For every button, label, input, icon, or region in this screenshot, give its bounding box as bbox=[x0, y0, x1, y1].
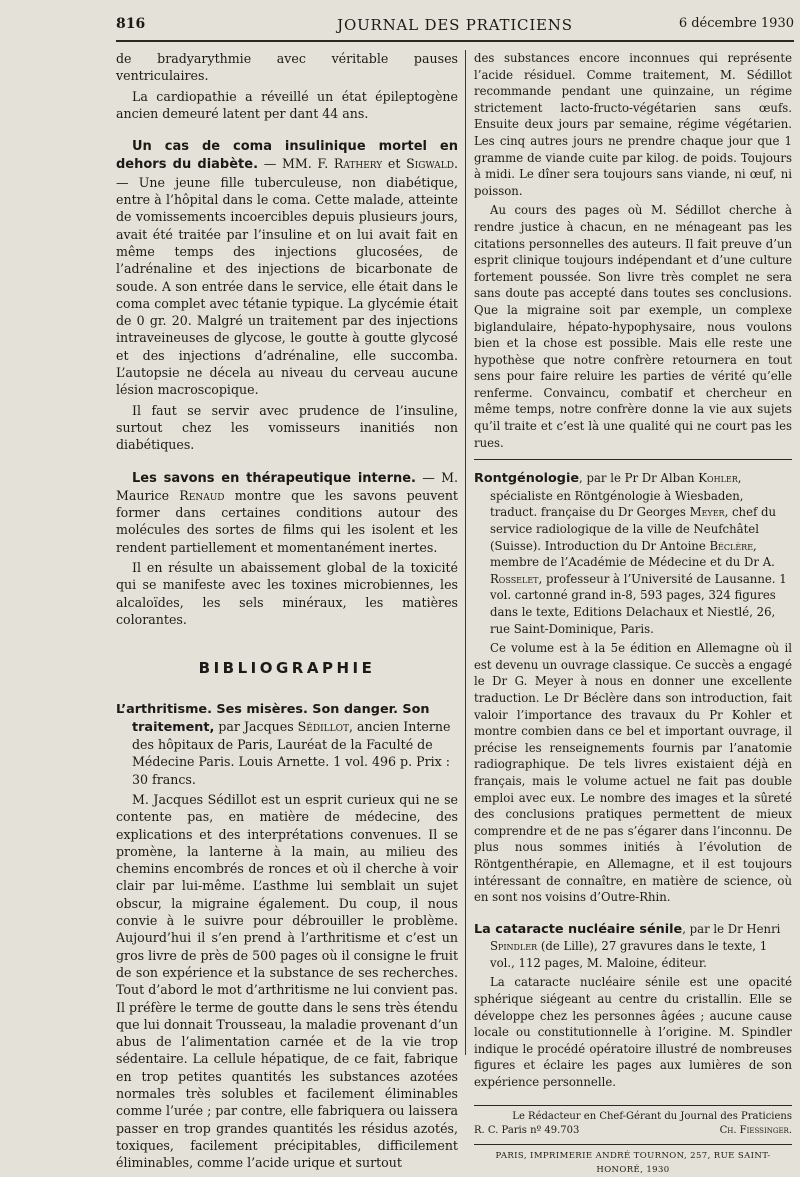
printer-imprint: PARIS, IMPRIMERIE ANDRÉ TOURNON, 257, RUE SAINT-HONORÉ, 1930 bbox=[474, 1144, 792, 1177]
paragraph: La cataracte nucléaire sénile est une opacité sphérique siégeant au centre du cristallin. Elle se développe chez les personnes âgées ; aucune cause locale ou constitutionnelle à l’origine. M. Spindler indique le procédé opératoire illustré de nombreuses figures et éclaire les pages aux lumières de son expérience personnelle. bbox=[474, 975, 792, 1090]
author-name: Sédillot bbox=[297, 718, 349, 734]
author-name: Kohler bbox=[698, 471, 738, 486]
registry-number: R. C. Paris nº 49.703 bbox=[474, 1124, 580, 1136]
author-name: Béclère bbox=[709, 538, 754, 553]
journal-title: JOURNAL DES PRATICIENS bbox=[337, 16, 573, 34]
article-savons: Les savons en thérapeutique interne. — M. Maurice Renaud montre que les savons peuvent former dans certaines conditions autour des molécules des sortes de films qui les isolent et les rendent partiellement et momentanément inertes. bbox=[116, 469, 459, 555]
separator bbox=[474, 459, 792, 460]
paragraph: des substances encore inconnues qui représente l’acide résiduel. Comme traitement, M. Sédillot recommande pendant une quinzaine, un régime strictement lacto-fructo-végétarien sans œufs. Ensuite deux jours par semaine, régime végétarien. Les cinq autres jours ne prendre chaque jour que 1 gramme de viande cuite par kilog. de poids. Toujours à midi. Le dîner sera toujours sans viande, ni œuf, ni poisson. bbox=[474, 51, 792, 198]
book-entry-rontgenologie: Rontgénologie, par le Pr Dr Alban Kohler, spécialiste en Röntgénologie à Wiesbaden, traduct. française du Dr Georges Meyer, chef du service radiologique de la ville de Neufchâtel (Suisse). Introduction du Dr Antoine Béclère, membre de l’Académie de Médecine et du Dr A. Rosselet, professeur à l’Université de Lausanne. 1 vol. cartonné grand in-8, 593 pages, 324 figures dans le texte, Editions Delachaux et Niestlé, 26, rue Saint-Dominique, Paris. bbox=[474, 471, 787, 636]
left-column bbox=[116, 50, 458, 1175]
book-title: Rontgénologie bbox=[474, 471, 580, 487]
author-name: Sigwald bbox=[406, 156, 454, 172]
page-header bbox=[116, 14, 794, 42]
paragraph: La cardiopathie a réveillé un état épileptogène ancien demeuré latent per dant 44 ans. bbox=[116, 88, 458, 121]
book-title: La cataracte nucléaire sénile bbox=[474, 921, 683, 937]
paragraph: Au cours des pages où M. Sédillot cherche à rendre justice à chacun, en ne ménageant pas les citations personnelles des auteurs. Il fait preuve d’un esprit clinique toujours indépendant et d’une culture fortement poussée. Son livre très complet ne sera sans doute pas accepté dans toutes ses conclusions. Que la migraine soit par exemple, un complexe biglandulaire, hépato-hypophysaire, nous voulons bien et la chose est possible. Mais elle reste une hypothèse que notre confrère retournera en tout sens pour faire reluire les parties de vérité qu’elle renferme. Convaincu, combatif et chercheur en même temps, notre confrère donne la vie aux sujets qu’il traite et c’est là une qualité qui ne court pas les rues. bbox=[474, 203, 792, 450]
paragraph: Il faut se servir avec prudence de l’insuline, surtout chez les vomisseurs inanitiés non diabétiques. bbox=[116, 402, 458, 453]
author-name: Meyer bbox=[689, 505, 725, 520]
author-name: Renaud bbox=[179, 487, 225, 503]
author-name: Rosselet bbox=[490, 571, 539, 586]
section-heading-bibliographie: BIBLIOGRAPHIE bbox=[198, 659, 376, 678]
right-column bbox=[474, 50, 792, 1175]
author-name: Spindler bbox=[490, 939, 538, 954]
editor-signature: Ch. Fiessinger. bbox=[719, 1124, 792, 1136]
book-entry-cataracte: La cataracte nucléaire sénile, par le Dr Henri Spindler (de Lille), 27 gravures dans le texte, 1 vol., 112 pages, M. Maloine, éditeur. bbox=[474, 921, 781, 970]
author-name: Rathery bbox=[333, 156, 383, 172]
page-footer bbox=[474, 1105, 792, 1177]
page-number: 816 bbox=[116, 16, 146, 32]
column-divider bbox=[465, 50, 466, 1055]
book-entry-arthritisme: L’arthritisme. Ses misères. Son danger. Son traitement, par Jacques Sédillot, ancien Interne des hôpitaux de Paris, Lauréat de la Faculté de Médecine Paris. Louis Arnette. 1 vol. 496 p. Prix : 30 francs. bbox=[116, 701, 451, 787]
paragraph: Il en résulte un abaissement global de la toxicité qui se manifeste avec les toxines microbiennes, les alcaloïdes, les sels minéraux, les matières colorantes. bbox=[116, 560, 458, 627]
paragraph: Ce volume est à la 5e édition en Allemagne où il est devenu un ouvrage classique. Ce succès a engagé le Dr G. Meyer à nous en donner une excellente traduction. Le Dr Béclère dans son introduction, fait valoir l’importance des travaux du Pr Kohler et montre combien dans ce bel et important ouvrage, il précise les renseignements fournis par l’anatomie radiographique. De tels livres existaient déjà en français, mais le volume actuel ne fait pas double emploi avec eux. Le nombre des images et la sûreté des conclusions pratiques permettent de mieux comprendre et de ne pas s’égarer dans l’inconnu. De plus nous sommes initiés à l’évolution de Röntgenthérapie, en Allemagne, et il est toujours intéressant de connaître, en matière de science, où en sont nos voisins d’Outre-Rhin. bbox=[474, 641, 792, 905]
issue-date: 6 décembre 1930 bbox=[678, 16, 794, 31]
book-title: L’arthritisme. Ses misères. Son danger. Son traitement, bbox=[116, 701, 430, 735]
article-coma: Un cas de coma insulinique mortel en dehors du diabète. — MM. F. Rathery et Sigwald. — Une jeune fille tuberculeuse, non diabétique, entre à l’hôpital dans le coma. Cette malade, atteinte de vomissements incoercibles depuis plusieurs jours, avait été traitée par l’insuline et on lui avait fait en même temps des injections glucosées, de l’adrénaline et des injections de bicarbonate de soude. A son entrée dans le service, elle était dans le coma complet avec tétanie typique. La glycémie était de 0 gr. 20. Malgré un traitement par des injections intraveineuses de glycose, le goutte à goutte glycosé et des injections d’adrénaline, elle succomba. L’autopsie ne décela au niveau du cerveau aucune lésion macroscopique. bbox=[116, 139, 458, 398]
article-title: Les savons en thérapeutique interne. bbox=[132, 470, 416, 486]
article-title: Un cas de coma insulinique mortel en dehors du diabète. bbox=[116, 139, 458, 173]
paragraph: M. Jacques Sédillot est un esprit curieux qui ne se contente pas, en matière de médecine, des explications et des interprétations convenues. Il se promène, la lanterne à la main, au milieu des chemins encombrés de ronces et où il cherche à voir clair par lui-même. L’asthme lui semblait un sujet obscur, la migraine également. Du coup, il nous convie à le suivre pour débrouiller le problème. Aujourd’hui il s’en prend à l’arthritisme et c’est un gros livre de près de 500 pages où il consigne le fruit de son expérience et la substance de ses recherches. Tout d’abord le mot d’arthritisme ne lui convient pas. Il préfère le terme de goutte dans le sens très étendu que lui donnait Trousseau, la maladie provenant d’un abus de l’alimentation carnée et de la vie trop sédentaire. La cellule hépatique, de ce fait, fabrique en trop petites quantités les substances azotées normales très solubles et facilement éliminables comme l’urée ; par contre, elle fabriquera ou laissera passer en trop grandes quantités les résidus azotés, toxiques, facilement précipitables, difficilement éliminables, comme l’acide urique et surtout bbox=[116, 791, 458, 1171]
paragraph: de bradyarythmie avec véritable pauses ventriculaires. bbox=[116, 51, 458, 84]
editor-line: Le Rédacteur en Chef-Gérant du Journal des Praticiens bbox=[512, 1110, 792, 1122]
